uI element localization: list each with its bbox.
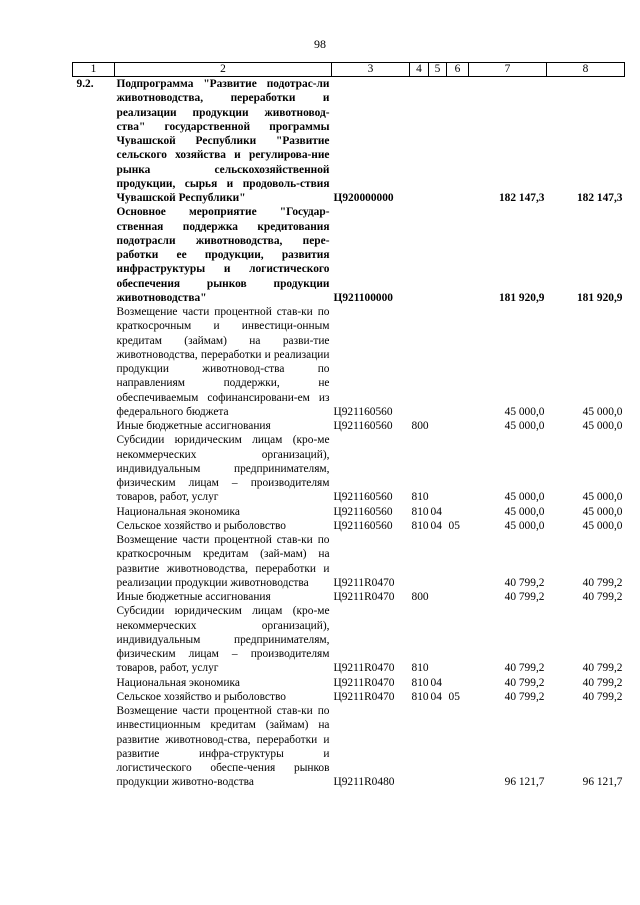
row-description: Возмещение части процентной став-ки по краткосрочным и инвестици-онным кредитам (займам) на разви-тие животноводства, переработки и реализации продукции животновод-ства по направлениям поддержки, не обеспечиваемым софинансировани-ем из федерального бюджета [116, 306, 330, 418]
table-row [73, 676, 625, 690]
row-section: 04 [430, 505, 442, 518]
row-target-code: Ц9211R0470 [333, 690, 395, 703]
row-amount-col8: 45 000,0 [582, 491, 623, 504]
row-amount-col7: 181 920,9 [498, 291, 545, 304]
budget-table [72, 62, 625, 790]
row-amount-col7: 45 000,0 [504, 519, 545, 532]
row-amount-col7: 40 799,2 [504, 690, 545, 703]
row-expense-type: 810 [411, 690, 429, 703]
column-number-5: 5 [429, 63, 447, 77]
row-subsection: 05 [448, 519, 460, 532]
row-description: Возмещение части процентной став-ки по краткосрочным кредитам (зай-мам) на развитие животноводства, переработки и реализации продукции животноводства [116, 534, 330, 589]
row-expense-type: 810 [411, 519, 429, 532]
row-section [429, 419, 447, 433]
row-subsection [447, 305, 469, 419]
row-subsection [447, 433, 469, 504]
column-number-1: 1 [73, 63, 115, 77]
row-subsection [447, 77, 469, 206]
row-description: Основное мероприятие "Государ-ственная поддержка кредитования подотрасли животноводства, пере-работки ее продукции, развития инфраструктуры и логистического обеспечения рынков продукции животноводства" [116, 206, 330, 304]
row-amount-col8: 40 799,2 [582, 676, 623, 689]
table-row [73, 590, 625, 604]
row-section [429, 433, 447, 504]
row-target-code: Ц9211R0470 [333, 676, 395, 689]
row-amount-col7: 182 147,3 [498, 192, 545, 204]
row-section [429, 704, 447, 790]
table-row [73, 505, 625, 519]
row-section [429, 604, 447, 675]
row-expense-type [410, 77, 429, 206]
table-row [73, 604, 625, 675]
row-description: Субсидии юридическим лицам (кро-ме некоммерческих организаций), индивидуальным предпринимателям, физическим лицам – производителям товаров, работ, услуг [116, 434, 330, 504]
row-amount-col8: 40 799,2 [582, 591, 623, 603]
row-section [429, 205, 447, 305]
row-expense-type [410, 533, 429, 590]
table-row [73, 419, 625, 433]
row-description: Иные бюджетные ассигнования [116, 591, 271, 603]
row-amount-col7: 45 000,0 [504, 491, 545, 504]
table-header-row [73, 63, 625, 77]
row-target-code: Ц921160560 [333, 405, 393, 418]
row-amount-col8: 96 121,7 [582, 776, 623, 789]
row-subsection [447, 533, 469, 590]
row-expense-type [410, 704, 429, 790]
row-expense-type: 810 [411, 662, 429, 675]
row-amount-col7: 45 000,0 [504, 420, 545, 432]
row-subsection [447, 505, 469, 519]
row-amount-col8: 40 799,2 [582, 662, 623, 675]
row-description: Сельское хозяйство и рыболовство [116, 519, 286, 532]
row-target-code: Ц9211R0470 [333, 591, 395, 603]
row-amount-col8: 45 000,0 [582, 519, 623, 532]
row-expense-type: 810 [411, 676, 429, 689]
row-subsection [447, 590, 469, 604]
table-row [73, 433, 625, 504]
row-description: Национальная экономика [116, 505, 240, 518]
row-section [429, 533, 447, 590]
section-index: 9.2. [76, 78, 94, 90]
column-number-8: 8 [547, 63, 625, 77]
row-target-code: Ц9211R0470 [333, 576, 395, 589]
row-subsection [447, 704, 469, 790]
row-expense-type [410, 205, 429, 305]
row-expense-type: 810 [411, 505, 429, 518]
column-number-7: 7 [469, 63, 547, 77]
column-number-6: 6 [447, 63, 469, 77]
table-row [73, 704, 625, 790]
row-section: 04 [430, 676, 442, 689]
row-description: Возмещение части процентной став-ки по инвестиционным кредитам (займам) на развитие животновод-ства, переработки и развитие инфра-структуры и логистического обеспе-чения рынков продукции животно-водства [116, 705, 330, 789]
row-section: 04 [430, 690, 442, 703]
row-amount-col7: 40 799,2 [504, 591, 545, 603]
row-expense-type: 810 [411, 491, 429, 504]
row-section [429, 77, 447, 206]
row-expense-type [410, 305, 429, 419]
row-target-code: Ц921100000 [333, 291, 393, 304]
row-amount-col8: 40 799,2 [582, 576, 623, 589]
table-row [73, 690, 625, 704]
row-amount-col8: 45 000,0 [582, 505, 623, 518]
row-target-code: Ц921160560 [333, 519, 393, 532]
row-section: 04 [430, 519, 442, 532]
row-subsection [447, 205, 469, 305]
row-target-code: Ц9211R0480 [333, 776, 395, 789]
row-subsection [447, 419, 469, 433]
row-amount-col8: 182 147,3 [576, 192, 623, 204]
row-target-code: Ц9211R0470 [333, 662, 395, 675]
column-number-2: 2 [115, 63, 332, 77]
column-number-3: 3 [332, 63, 410, 77]
table-row [73, 519, 625, 533]
row-amount-col8: 40 799,2 [582, 690, 623, 703]
row-description: Иные бюджетные ассигнования [116, 420, 271, 432]
table-row [73, 305, 625, 419]
table-row [73, 533, 625, 590]
row-amount-col7: 40 799,2 [504, 662, 545, 675]
row-amount-col7: 45 000,0 [504, 505, 545, 518]
page-number: 98 [314, 37, 326, 51]
row-subsection: 05 [448, 690, 460, 703]
row-amount-col8: 45 000,0 [582, 420, 623, 432]
row-subsection [447, 676, 469, 690]
row-amount-col8: 45 000,0 [582, 405, 623, 418]
table-row [73, 205, 625, 305]
row-amount-col8: 181 920,9 [576, 291, 623, 304]
row-description: Национальная экономика [116, 676, 240, 689]
row-amount-col7: 96 121,7 [504, 776, 545, 789]
row-description: Подпрограмма "Развитие подотрас-ли животноводства, переработки и реализации продукции животновод-ства" государственной программы Чувашской Республики "Развитие сельского хозяйства и регулирова-ние рынка сельскохозяйственной продукции, сырья и продоволь-ствия Чувашской Республики" [116, 78, 330, 204]
table-row [73, 77, 625, 206]
row-description: Сельское хозяйство и рыболовство [116, 690, 286, 703]
row-target-code: Ц920000000 [333, 192, 394, 204]
row-description: Субсидии юридическим лицам (кро-ме некоммерческих организаций), индивидуальным предпринимателям, физическим лицам – производителям товаров, работ, услуг [116, 605, 330, 675]
row-expense-type: 800 [411, 420, 429, 432]
row-section [429, 305, 447, 419]
row-amount-col7: 40 799,2 [504, 676, 545, 689]
row-target-code: Ц921160560 [333, 420, 393, 432]
row-amount-col7: 45 000,0 [504, 405, 545, 418]
row-target-code: Ц921160560 [333, 505, 393, 518]
row-subsection [447, 604, 469, 675]
row-target-code: Ц921160560 [333, 491, 393, 504]
row-amount-col7: 40 799,2 [504, 576, 545, 589]
row-section [429, 590, 447, 604]
row-expense-type: 800 [411, 591, 429, 603]
column-number-4: 4 [410, 63, 429, 77]
